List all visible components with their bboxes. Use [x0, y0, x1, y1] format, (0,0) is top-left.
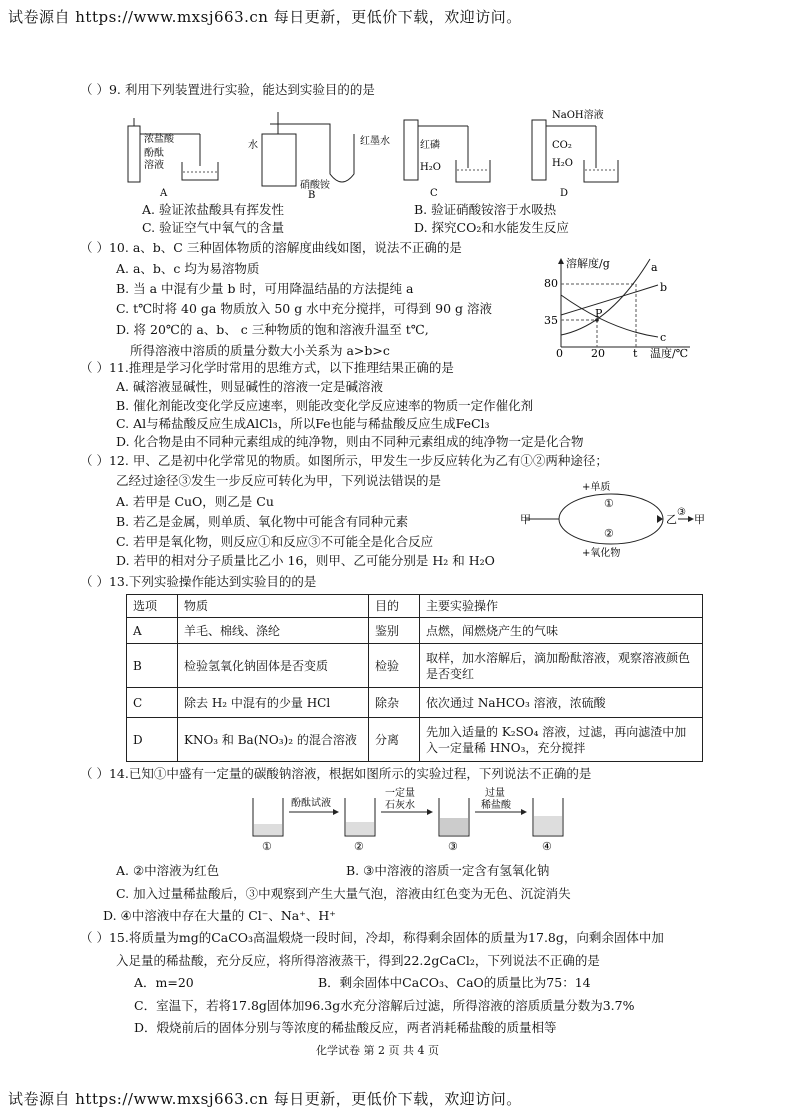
table-cell: 除去 H₂ 中混有的少量 HCl [178, 688, 369, 718]
apparatus-b [248, 112, 390, 200]
graph-xlabel: 温度/℃ [650, 347, 689, 360]
table-cell: 除杂 [369, 688, 420, 718]
table-header-row [127, 595, 703, 618]
q15-option-a: A．m=20 [134, 975, 194, 990]
table-cell: 取样，加水溶解后，滴加酚酞溶液，观察溶液颜色是否变红 [420, 644, 703, 688]
label-co2: CO₂ [552, 140, 572, 151]
table-cell: 分离 [369, 718, 420, 762]
curve-label-a: a [651, 261, 658, 274]
diagram-c1: ① [604, 497, 614, 510]
beaker-sequence [245, 784, 585, 854]
beaker-2 [345, 798, 375, 853]
label-phenolphthalein: 酚酞 [144, 148, 164, 159]
q11-option-c: C. Al与稀盐酸反应生成AlCl₃，所以Fe也能与稀盐酸反应生成FeCl₃ [116, 416, 490, 431]
label-red-ink: 红墨水 [360, 136, 390, 147]
q9-option-d: D. 探究CO₂和水能发生反应 [414, 220, 569, 235]
table-cell: 先加入适量的 K₂SO₄ 溶液，过滤，再向滤渣中加入一定量稀 HNO₃，充分搅拌 [420, 718, 703, 762]
arrow-label-amount: 一定量 [385, 788, 415, 799]
q12-option-b: B. 若乙是金属，则单质、氧化物中可能含有同种元素 [116, 514, 409, 529]
question-11-stem: （ ）11.推理是学习化学时常用的思维方式，以下推理结果正确的是 [80, 360, 454, 375]
question-14-stem: （ ）14.已知①中盛有一定量的碳酸钠溶液，根据如图所示的实验过程，下列说法不正确的是 [80, 766, 592, 781]
question-9-stem: （ ）9. 利用下列装置进行实验，能达到实验目的的是 [80, 82, 375, 97]
svg-text:④: ④ [542, 840, 552, 853]
question-13-stem: （ ）13.下列实验操作能达到实验目的的是 [80, 574, 317, 589]
question-10-stem: （ ）10. a、b、C 三种固体物质的溶解度曲线如图，说法不正确的是 [80, 240, 462, 255]
q10-option-b: B. 当 a 中混有少量 b 时，可用降温结晶的方法提纯 a [116, 281, 414, 296]
arrow-label-phenolphthalein: 酚酞试液 [291, 798, 331, 809]
letter-d: D [560, 188, 569, 199]
q14-option-c: C. 加入过量稀盐酸后，③中观察到产生大量气泡，溶液由红色变为无色、沉淀消失 [116, 886, 571, 901]
question-15-stem: （ ）15.将质量为mg的CaCO₃高温煅烧一段时间，冷却，称得剩余固体的质量为17.8g，向剩余固体中加 [80, 930, 664, 945]
graph-y80: 80 [544, 277, 558, 290]
diagram-c3: ③ [677, 507, 686, 518]
diagram-top: +单质 [582, 482, 611, 493]
diagram-jia2: 甲 [694, 513, 705, 526]
question-15-stem-line2: 入足量的稀盐酸，充分反应，将所得溶液蒸干，得到22.2gCaCl₂，下列说法不正确的是 [116, 953, 600, 968]
beaker-3 [439, 798, 469, 853]
table-header: 物质 [178, 595, 369, 618]
table-header: 选项 [127, 595, 178, 618]
svg-text:③: ③ [448, 840, 458, 853]
beaker-4 [533, 798, 563, 853]
apparatus-a [128, 118, 218, 199]
table-cell: D [127, 718, 178, 762]
label-solution: 溶液 [144, 160, 164, 171]
arrow-label-limewater: 石灰水 [385, 800, 415, 811]
graph-y35: 35 [544, 314, 558, 327]
curve-label-c: c [660, 331, 667, 344]
curve-a [561, 259, 650, 335]
table-row [127, 718, 703, 762]
curve-b [561, 285, 658, 315]
point-p: P [595, 307, 603, 320]
table-cell: 羊毛、棉线、涤纶 [178, 618, 369, 644]
q15-option-d: D．煅烧前后的固体分别与等浓度的稀盐酸反应，两者消耗稀盐酸的质量相等 [134, 1020, 557, 1035]
question-9-figure [120, 104, 620, 200]
solubility-graph [540, 255, 702, 360]
label-water-c: H₂O [420, 162, 441, 173]
table-cell: 鉴别 [369, 618, 420, 644]
apparatus-c [404, 120, 490, 199]
table-cell: KNO₃ 和 Ba(NO₃)₂ 的混合溶液 [178, 718, 369, 762]
label-water-d: H₂O [552, 158, 573, 169]
question-12-stem-line2: 乙经过途径③发生一步反应可转化为甲，下列说法错误的是 [116, 473, 442, 488]
q11-option-d: D. 化合物是由不同种元素组成的纯净物，则由不同种元素组成的纯净物一定是化合物 [116, 434, 584, 449]
table-header: 主要实验操作 [420, 595, 703, 618]
q10-option-a: A. a、b、c 均为易溶物质 [116, 261, 260, 276]
label-ammonium-nitrate: 硝酸铵 [300, 180, 330, 191]
q13-table [126, 594, 703, 762]
q9-option-c: C. 验证空气中氧气的含量 [142, 220, 285, 235]
table-cell: 检验 [369, 644, 420, 688]
table-cell: 依次通过 NaHCO₃ 溶液，浓硫酸 [420, 688, 703, 718]
table-cell: C [127, 688, 178, 718]
diagram-bottom: +氧化物 [582, 548, 621, 559]
letter-a: A [160, 188, 168, 199]
table-row [127, 618, 703, 644]
q11-option-b: B. 催化剂能改变化学反应速率，则能改变化学反应速率的物质一定作催化剂 [116, 398, 534, 413]
diagram-jia: 甲 [520, 513, 531, 526]
q14-option-b: B. ③中溶液的溶质一定含有氢氧化钠 [346, 863, 550, 878]
q9-option-b: B. 验证硝酸铵溶于水吸热 [414, 202, 557, 217]
svg-text:②: ② [354, 840, 364, 853]
q10-option-c: C. t℃时将 40 ga 物质放入 50 g 水中充分搅拌，可得到 90 g 溶液 [116, 301, 493, 316]
q12-option-a: A. 若甲是 CuO，则乙是 Cu [116, 494, 274, 509]
transformation-diagram [516, 478, 706, 560]
diagram-yi: 乙 [666, 513, 677, 526]
table-cell: 检验氢氧化钠固体是否变质 [178, 644, 369, 688]
svg-text:①: ① [262, 840, 272, 853]
q12-option-c: C. 若甲是氧化物，则反应①和反应③不可能全是化合反应 [116, 534, 434, 549]
table-row [127, 644, 703, 688]
graph-xt: t [633, 347, 638, 360]
page-footer: 试卷源自 https://www.mxsj663.cn 每日更新，更低价下载，欢迎访问。 [8, 1090, 522, 1108]
page-number: 化学试卷 第 2 页 共 4 页 [316, 1044, 439, 1057]
question-12-stem: （ ）12. 甲、乙是初中化学常见的物质。如图所示，甲发生一步反应转化为乙有①②两种途径； [80, 453, 608, 468]
label-naoh: NaOH溶液 [552, 110, 604, 121]
letter-c: C [430, 188, 438, 199]
arrow-label-excess: 过量 [485, 788, 505, 799]
graph-x0: 0 [556, 347, 563, 360]
q11-option-a: A. 碱溶液显碱性，则显碱性的溶液一定是碱溶液 [116, 379, 383, 394]
table-cell: A [127, 618, 178, 644]
curve-label-b: b [660, 281, 668, 294]
label-hcl: 浓盐酸 [144, 134, 174, 145]
label-red-phosphorus: 红磷 [420, 140, 440, 151]
q12-option-d: D. 若甲的相对分子质量比乙小 16，则甲、乙可能分别是 H₂ 和 H₂O [116, 553, 495, 568]
q15-option-c: C．室温下，若将17.8g固体加96.3g水充分溶解后过滤，所得溶液的溶质质量分数为3.7% [134, 998, 635, 1013]
q10-option-d-line1: D. 将 20℃的 a、b、 c 三种物质的饱和溶液升温至 t℃, [116, 322, 429, 337]
page-header: 试卷源自 https://www.mxsj663.cn 每日更新，更低价下载，欢迎访问。 [8, 8, 522, 26]
label-water: 水 [248, 140, 258, 151]
q14-option-a: A. ②中溶液为红色 [116, 863, 220, 878]
diagram-c2: ② [604, 527, 614, 540]
graph-x20: 20 [591, 347, 605, 360]
table-row [127, 688, 703, 718]
letter-b: B [308, 190, 316, 200]
table-cell: B [127, 644, 178, 688]
apparatus-d [532, 108, 618, 199]
table-cell: 点燃，闻燃烧产生的气味 [420, 618, 703, 644]
q9-option-a: A. 验证浓盐酸具有挥发性 [142, 202, 284, 217]
q10-option-d-line2: 所得溶液中溶质的质量分数大小关系为 a>b>c [130, 343, 390, 358]
table-header: 目的 [369, 595, 420, 618]
beaker-1 [253, 798, 283, 853]
q14-option-d: D. ④中溶液中存在大量的 Cl⁻、Na⁺、H⁺ [103, 908, 336, 923]
graph-ylabel: 溶解度/g [566, 257, 610, 270]
arrow-label-hcl: 稀盐酸 [481, 800, 511, 811]
q15-option-b: B．剩余固体中CaCO₃、CaO的质量比为75：14 [318, 975, 591, 990]
